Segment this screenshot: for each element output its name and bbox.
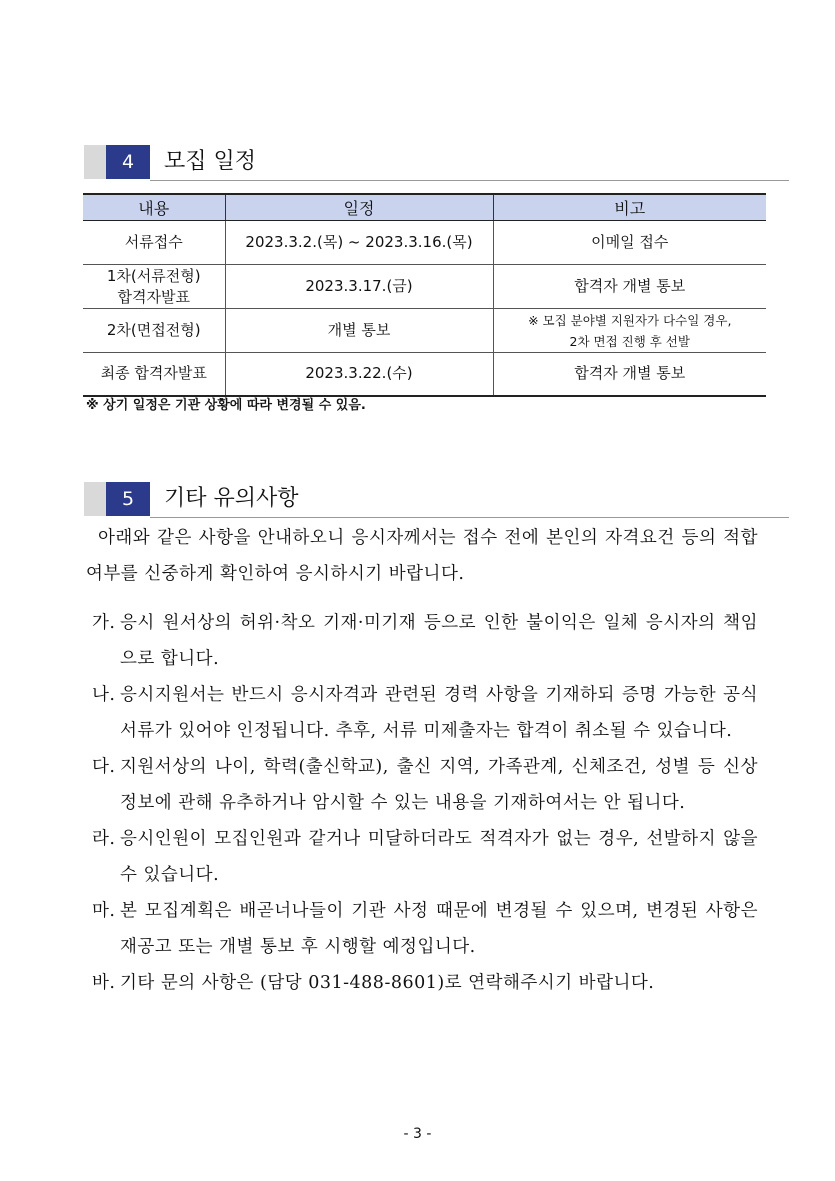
list-item [86,965,758,1001]
table-cell: 2차(면접전형) [83,309,225,353]
list-marker: 라. [92,829,116,849]
table-cell: 2023.3.22.(수) [225,353,493,396]
section-rule [150,517,789,518]
list-item [86,821,758,893]
table-cell: 2023.3.2.(목) ~ 2023.3.16.(목) [225,221,493,265]
section-5-header [84,482,789,516]
table-cell: 2023.3.17.(금) [225,265,493,309]
table-cell [83,265,225,309]
list-marker: 다. [92,757,116,777]
section-number: 4 [106,145,150,179]
list-item-text: 응시 원서상의 허위·착오 기재·미기재 등으로 인한 불이익은 일체 응시자의 책임으로 합니다. [120,613,758,669]
table-cell: 합격자 개별 통보 [493,265,766,309]
cell-line: 2차 면접 진행 후 선발 [569,333,690,349]
section-number: 5 [106,482,150,516]
schedule-footnote: ※ 상기 일정은 기관 상황에 따라 변경될 수 있음. [86,398,366,413]
list-item [86,749,758,821]
cell-line: ※ 모집 분야별 지원자가 다수일 경우, [528,312,732,328]
cell-line: 합격자발표 [117,287,190,306]
table-cell: 최종 합격자발표 [83,353,225,396]
table-row [83,353,766,396]
list-marker: 마. [92,901,116,921]
list-item-text: 응시지원서는 반드시 응시자격과 관련된 경력 사항을 기재하되 증명 가능한 공식 서류가 있어야 인정됩니다. 추후, 서류 미제출자는 합격이 취소될 수 있습니다. [120,685,758,741]
list-item-text: 지원서상의 나이, 학력(출신학교), 출신 지역, 가족관계, 신체조건, 성별 등 신상정보에 관해 유추하거나 암시할 수 있는 내용을 기재하여서는 안 됩니다. [120,757,758,813]
section-header-bar [84,145,106,179]
table-cell [493,309,766,353]
table-header: 일정 [225,194,493,221]
table-row [83,265,766,309]
section-rule [150,180,789,181]
notice-list [86,605,758,1001]
list-marker: 나. [92,685,116,705]
table-row [83,221,766,265]
section-4-header [84,145,789,179]
list-item-text: 본 모집계획은 배곧너나들이 기관 사정 때문에 변경될 수 있으며, 변경된 사항은 재공고 또는 개별 통보 후 시행할 예정입니다. [120,901,758,957]
table-cell: 이메일 접수 [493,221,766,265]
section-title: 모집 일정 [164,149,257,174]
table-header: 내용 [83,194,225,221]
section-header-bar [84,482,106,516]
table-row [83,309,766,353]
list-item-text: 기타 문의 사항은 (담당 031-488-8601)로 연락해주시기 바랍니다. [120,973,655,993]
list-marker: 바. [92,973,116,993]
intro-paragraph [86,520,758,592]
table-header-row [83,194,766,221]
table-cell: 서류접수 [83,221,225,265]
list-marker: 가. [92,613,116,633]
page-number: - 3 - [403,1126,432,1142]
list-item [86,893,758,965]
list-item [86,605,758,677]
table-cell: 합격자 개별 통보 [493,353,766,396]
cell-line: 1차(서류전형) [106,266,201,285]
list-item [86,677,758,749]
section-title: 기타 유의사항 [164,486,299,511]
intro-text: 아래와 같은 사항을 안내하오니 응시자께서는 접수 전에 본인의 자격요건 등의 적합 여부를 신중하게 확인하여 응시하시기 바랍니다. [86,528,758,584]
schedule-table [83,193,766,397]
table-cell: 개별 통보 [225,309,493,353]
table-header: 비고 [493,194,766,221]
list-item-text: 응시인원이 모집인원과 같거나 미달하더라도 적격자가 없는 경우, 선발하지 않을 수 있습니다. [120,829,758,885]
